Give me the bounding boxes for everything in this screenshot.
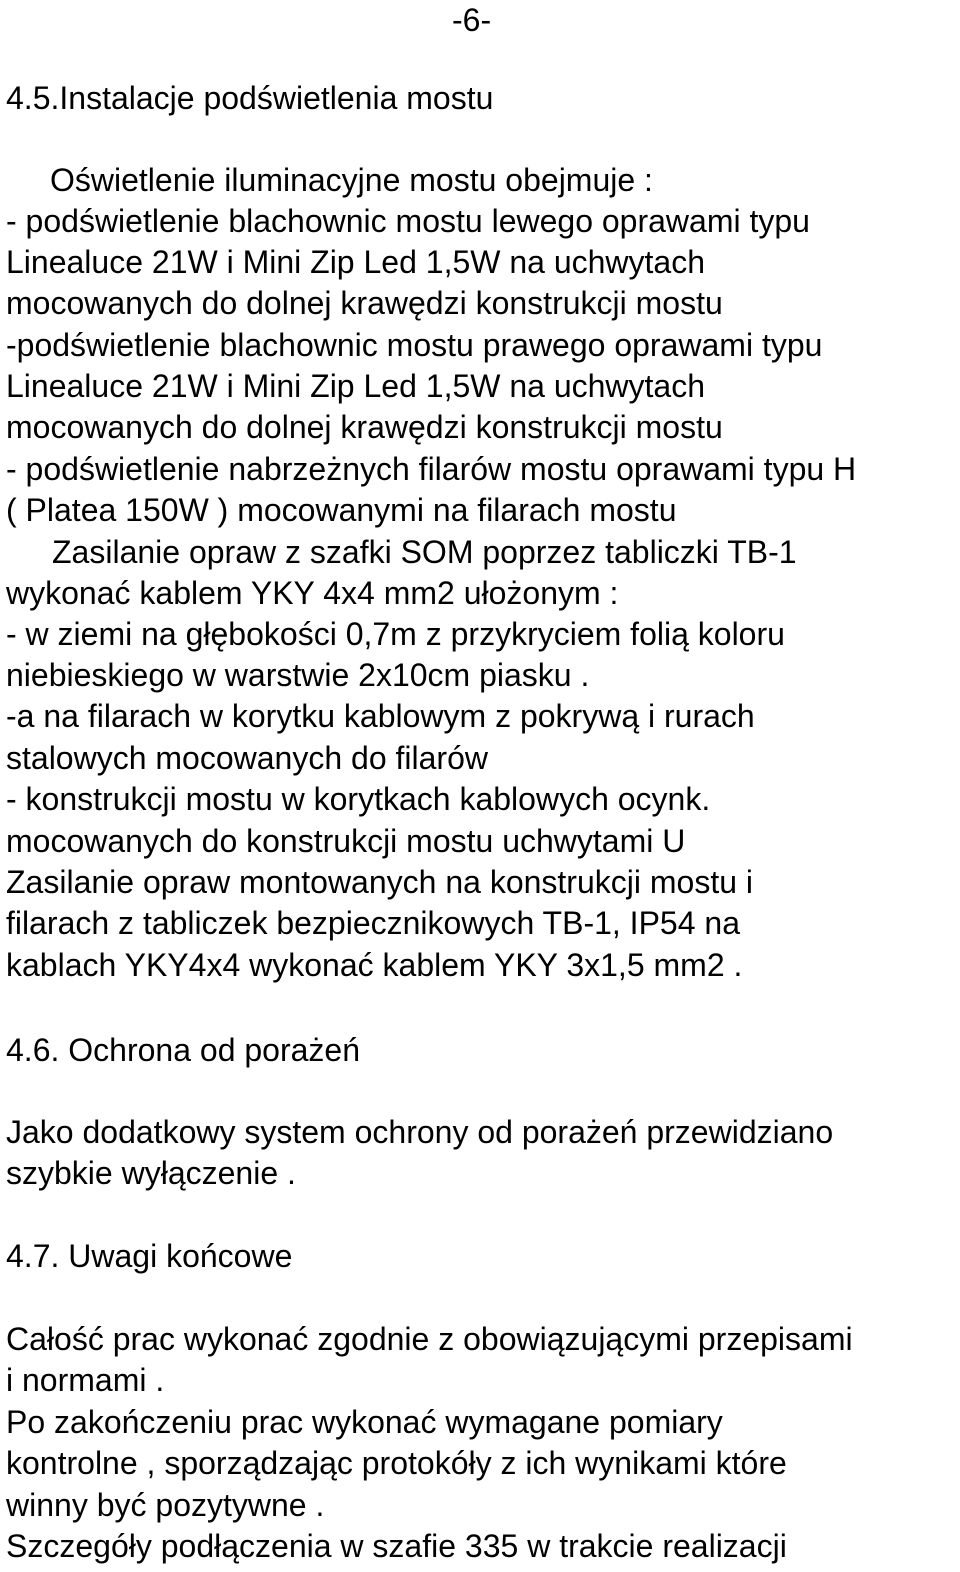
section-4-5-heading: 4.5.Instalacje podświetlenia mostu	[6, 80, 494, 116]
section-4-5-line: mocowanych do dolnej krawędzi konstrukcji mostu	[6, 409, 723, 445]
section-4-5-line: - w ziemi na głębokości 0,7m z przykryciem folią koloru	[6, 616, 785, 652]
section-4-5-line: - konstrukcji mostu w korytkach kablowych ocynk.	[6, 781, 711, 817]
section-4-5-line: - podświetlenie nabrzeżnych filarów mostu oprawami typu H	[6, 451, 857, 487]
section-4-7-line: winny być pozytywne .	[6, 1487, 325, 1523]
page-number: -6-	[452, 2, 492, 38]
section-4-7-heading: 4.7. Uwagi końcowe	[6, 1238, 293, 1274]
section-4-5-line: Oświetlenie iluminacyjne mostu obejmuje :	[50, 162, 653, 198]
section-4-5-line: niebieskiego w warstwie 2x10cm piasku .	[6, 657, 590, 693]
section-4-5-line: Linealuce 21W i Mini Zip Led 1,5W na uchwytach	[6, 368, 706, 404]
section-4-5-line: stalowych mocowanych do filarów	[6, 740, 488, 776]
section-4-5-line: mocowanych do dolnej krawędzi konstrukcji mostu	[6, 285, 723, 321]
section-4-5-line: Zasilanie opraw z szafki SOM poprzez tabliczki TB-1	[52, 534, 797, 570]
section-4-5-line: -a na filarach w korytku kablowym z pokrywą i rurach	[6, 698, 755, 734]
section-4-5-line: kablach YKY4x4 wykonać kablem YKY 3x1,5 mm2 .	[6, 947, 743, 983]
section-4-5-line: wykonać kablem YKY 4x4 mm2 ułożonym :	[6, 575, 619, 611]
section-4-6-line: szybkie wyłączenie .	[6, 1155, 296, 1191]
section-4-6-heading: 4.6. Ochrona od porażeń	[6, 1032, 361, 1068]
section-4-5-line: Linealuce 21W i Mini Zip Led 1,5W na uchwytach	[6, 244, 706, 280]
section-4-5-line: - podświetlenie blachownic mostu lewego oprawami typu	[6, 203, 810, 239]
section-4-7-line: kontrolne , sporządzając protokóły z ich wynikami które	[6, 1445, 787, 1481]
section-4-7-line: Po zakończeniu prac wykonać wymagane pomiary	[6, 1404, 723, 1440]
section-4-6-line: Jako dodatkowy system ochrony od porażeń przewidziano	[6, 1114, 834, 1150]
section-4-5-line: -podświetlenie blachownic mostu prawego oprawami typu	[6, 327, 823, 363]
section-4-5-line: filarach z tabliczek bezpiecznikowych TB-1, IP54 na	[6, 905, 740, 941]
section-4-5-line: Zasilanie opraw montowanych na konstrukcji mostu i	[6, 864, 753, 900]
section-4-7-line: i normami .	[6, 1362, 165, 1398]
section-4-5-line: ( Platea 150W ) mocowanymi na filarach mostu	[6, 492, 677, 528]
section-4-7-line: Całość prac wykonać zgodnie z obowiązującymi przepisami	[6, 1321, 853, 1357]
section-4-7-line: Szczegóły podłączenia w szafie 335 w trakcie realizacji	[6, 1528, 787, 1564]
section-4-5-line: mocowanych do konstrukcji mostu uchwytami U	[6, 823, 686, 859]
